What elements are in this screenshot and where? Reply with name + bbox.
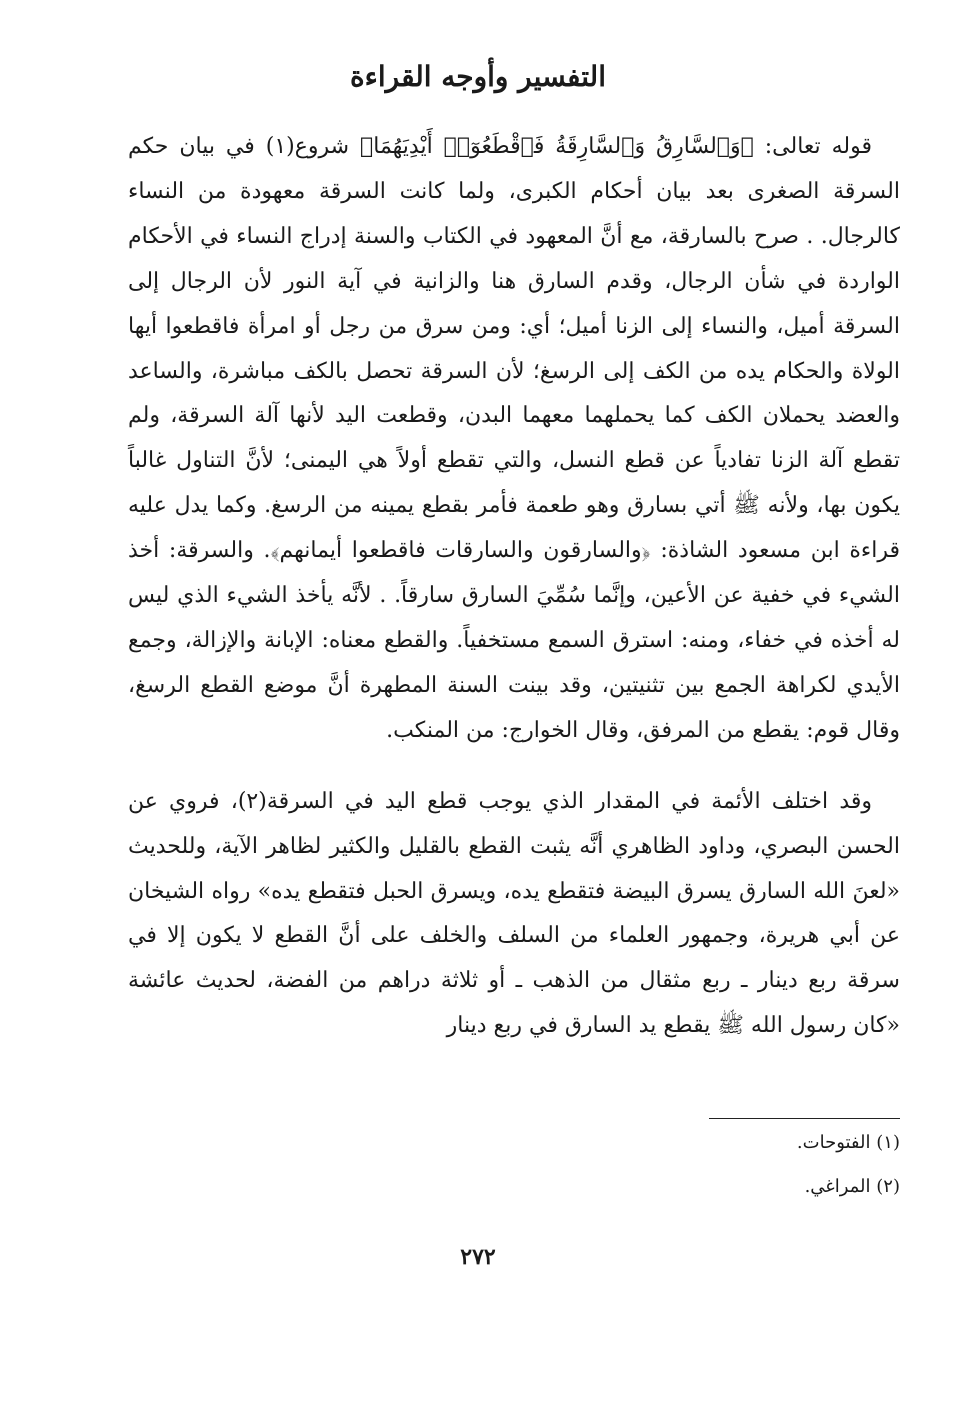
footnote bbox=[128, 1172, 900, 1202]
paragraph: وقد اختلف الأئمة في المقدار الذي يوجب قطع اليد في السرقة(٢)، فروي عن الحسن البصري، وداود الظاهري أنَّه يثبت القطع بالقليل والكثير لظاهر الآية، وللحديث «لعنَ الله السارق يسرق البيضة فتقطع يده، ويسرق الحبل فتقطع يده» رواه الشيخان عن أبي هريرة، وجمهور العلماء من السلف والخلف على أنَّ القطع لا يكون إلا في سرقة ربع دينار ـ ربع مثقال من الذهب ـ أو ثلاثة دراهم من الفضة، لحديث عائشة «كان رسول الله ﷺ يقطع يد السارق في ربع دينار bbox=[128, 788, 900, 1039]
body-text bbox=[128, 125, 900, 1049]
footnote-number: (٢) bbox=[876, 1176, 900, 1197]
footnote-number: (١) bbox=[876, 1132, 900, 1153]
footnotes bbox=[128, 1128, 900, 1216]
footnote-text: المراغي. bbox=[804, 1176, 871, 1197]
paragraph: قوله تعالى: ﴿وَٱلسَّارِقُ وَٱلسَّارِقَةُ فَٱقْطَعُوٓا۟ أَيْدِيَهُمَا﴾ شروع(١) في بيان حكم السرقة الصغرى بعد بيان أحكام الكبرى، ولما كانت السرقة معهودة من النساء كالرجال. . صرح بالسارقة، مع أنَّ المعهود في الكتاب والسنة إدراج النساء في الأحكام الواردة في شأن الرجال، وقدم السارق هنا والزانية في آية النور لأن الرجال إلى السرقة أميل، والنساء إلى الزنا أميل؛ أي: ومن سرق من رجل أو امرأة فاقطعوا أيها الولاة والحكام يده من الكف إلى الرسغ؛ لأن السرقة تحصل بالكف مباشرة، والساعد والعضد يحملان الكف كما يحملهما معهما البدن، وقطعت اليد لأنها آلة السرقة، ولم تقطع آلة الزنا تفادياً عن قطع النسل، والتي تقطع أولاً هي اليمنى؛ لأنَّ التناول غالباً يكون بها، ولأنه ﷺ أتي بسارق وهو طعمة فأمر بقطع يمينه من الرسغ. وكما يدل عليه قراءة ابن مسعود الشاذة: ﴿والسارقون والسارقات فاقطعوا أيمانهم﴾. والسرقة: أخذ الشيء في خفية عن الأعين، وإنَّما سُمِّيَ السارق سارقاً. . لأنَّه يأخذ الشيء الذي ليس له أخذه في خفاء، ومنه: استرق السمع مستخفياً. والقطع معناه: الإبانة والإزالة، وجمع الأيدي لكراهة الجمع بين تثنيتين، وقد بينت السنة المطهرة أنَّ موضع القطع الرسغ، وقال قوم: يقطع من المرفق، وقال الخوارج: من المنكب. bbox=[128, 134, 900, 743]
running-title: التفسير وأوجه القراءة bbox=[350, 60, 606, 93]
footnote-separator bbox=[709, 1118, 900, 1119]
footnote bbox=[128, 1128, 900, 1158]
page-number: ٢٧٢ bbox=[460, 1244, 496, 1270]
footnote-text: الفتوحات. bbox=[796, 1132, 871, 1153]
